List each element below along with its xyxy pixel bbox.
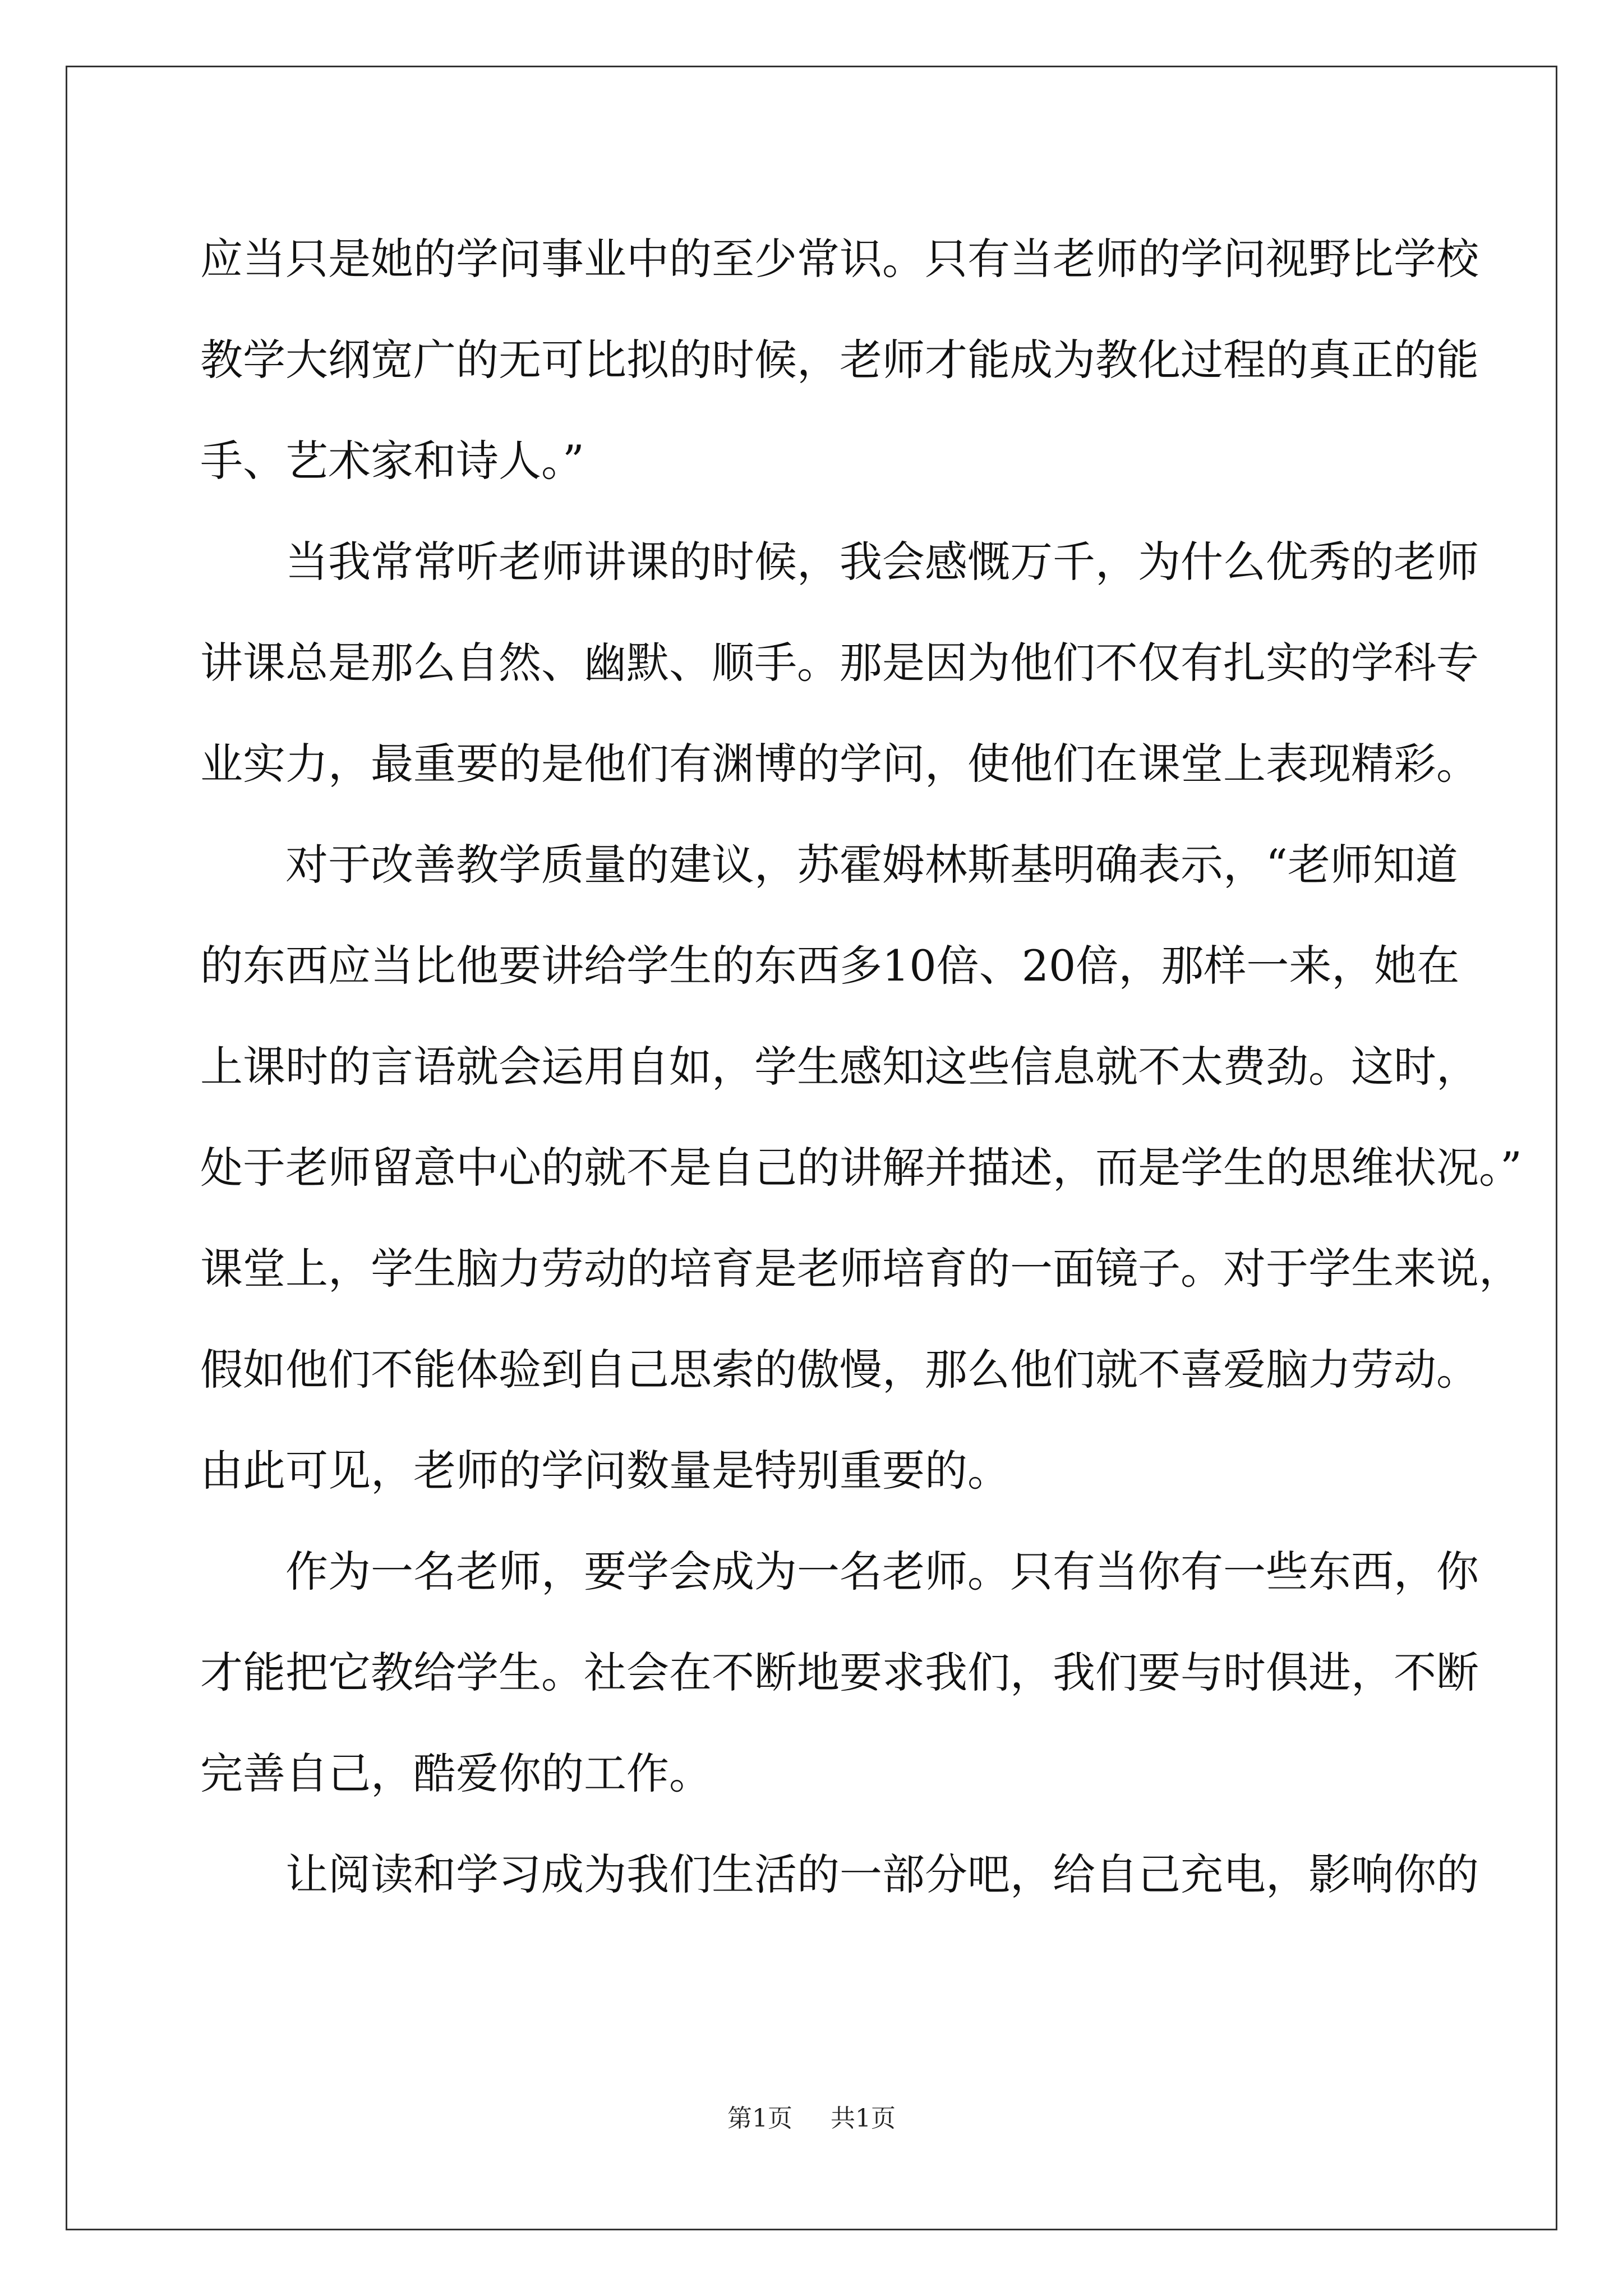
text-line-15: 才能把它教给学生。社会在不断地要求我们，我们要与时俱进，不断 [200,1648,1479,1697]
text-line-17: 让阅读和学习成为我们生活的一部分吧，给自己充电，影响你的 [200,1849,1479,1899]
text-line-8: 的东西应当比他要讲给学生的东西多10倍、20倍，那样一来，她在 [200,941,1460,991]
text-line-3: 手、艺术家和诗人。” [200,436,584,486]
page-footer [0,2098,1623,2134]
text-line-12: 假如他们不能体验到自己思索的傲慢，那么他们就不喜爱脑力劳动。 [200,1345,1479,1395]
text-line-4: 当我常常听老师讲课的时候，我会感慨万千，为什么优秀的老师 [200,537,1479,587]
text-line-9: 上课时的言语就会运用自如，学生感知这些信息就不太费劲。这时， [200,1042,1479,1092]
text-line-6: 业实力，最重要的是他们有渊博的学问，使他们在课堂上表现精彩。 [200,739,1479,789]
text-line-13: 由此可见，老师的学问数量是特别重要的。 [200,1446,1010,1496]
page-number-current: 第1页 [727,2104,792,2133]
page-number-total: 共1页 [831,2104,896,2133]
text-line-7: 对于改善教学质量的建议，苏霍姆林斯基明确表示，“老师知道 [200,840,1458,890]
text-line-16: 完善自己，酷爱你的工作。 [200,1749,712,1798]
text-line-2: 教学大纲宽广的无可比拟的时候，老师才能成为教化过程的真正的能 [200,335,1479,385]
text-line-14: 作为一名老师，要学会成为一名老师。只有当你有一些东西，你 [200,1547,1479,1596]
text-line-5: 讲课总是那么自然、幽默、顺手。那是因为他们不仅有扎实的学科专 [200,638,1479,688]
document-body [200,209,1522,1925]
text-line-11: 课堂上，学生脑力劳动的培育是老师培育的一面镜子。对于学生来说， [200,1244,1521,1294]
text-line-1: 应当只是她的学问事业中的至少常识。只有当老师的学问视野比学校 [200,234,1479,284]
text-line-10: 处于老师留意中心的就不是自己的讲解并描述，而是学生的思维状况。” [200,1143,1522,1193]
